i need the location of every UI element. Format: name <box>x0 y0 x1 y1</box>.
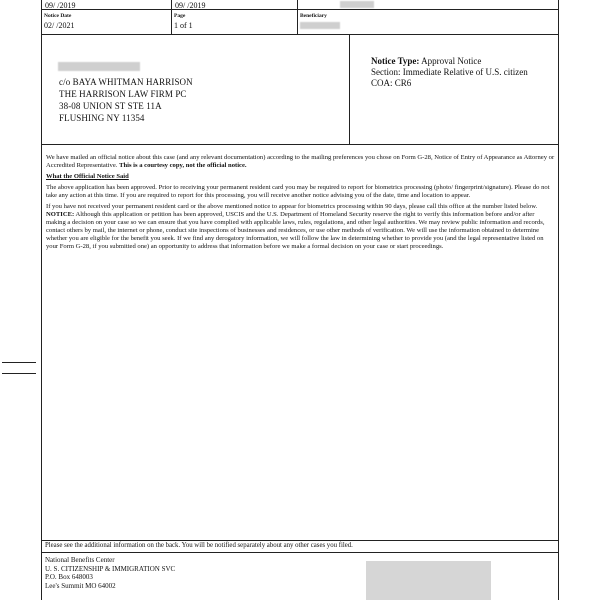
notice-block <box>371 56 556 89</box>
border-left <box>41 0 42 600</box>
header-divider-b <box>297 0 298 35</box>
office-line-2: U. S. CITIZENSHIP & IMMIGRATION SVC <box>45 564 176 573</box>
page-value: 1 of 1 <box>174 21 193 30</box>
address-line-1: c/o BAYA WHITMAN HARRISON <box>59 77 193 87</box>
courtesy-copy-text: This is a courtesy copy, not the official notice. <box>119 162 247 169</box>
header-divider-a <box>171 0 172 35</box>
office-line-4: Lee's Summit MO 64002 <box>45 581 116 590</box>
header-rule-1 <box>41 9 559 10</box>
intro-paragraph <box>46 154 555 170</box>
redacted-beneficiary <box>300 22 340 29</box>
footer-rule-1 <box>41 540 559 541</box>
notice-type-label: Notice Type: <box>371 56 420 66</box>
approval-paragraph: The above application has been approved. Prior to receiving your permanent resident card you may be required to report for biometrics processing (photo/ fingerprint/signature). Please do not take any action at this time. If you are required to report for this processing, you will receive another notice advising you of the date, time and location to appear. <box>46 184 550 199</box>
address-box-divider <box>349 34 350 145</box>
footer-rule-2 <box>41 552 559 553</box>
notice-label: NOTICE: <box>46 211 75 218</box>
notice-coa: COA: CR6 <box>371 78 412 88</box>
address-box-bottom <box>41 144 559 145</box>
header-rule-2 <box>41 34 559 35</box>
verification-notice <box>46 211 555 251</box>
top-mid-date: 09/ /2019 <box>175 1 206 10</box>
address-line-2: THE HARRISON LAW FIRM PC <box>59 89 187 99</box>
notice-date-label: Notice Date <box>44 13 72 19</box>
address-block <box>59 76 193 124</box>
margin-tick-1 <box>2 362 36 363</box>
biometrics-paragraph: If you have not received your permanent resident card or the above mentioned notice to appear for biometrics processing within 90 days, please call this office at the number listed below. <box>46 203 538 210</box>
notice-body <box>46 154 555 254</box>
notice-section: Section: Immediate Relative of U.S. citizen <box>371 67 528 77</box>
redacted-field <box>340 1 374 8</box>
margin-tick-2 <box>2 373 36 374</box>
additional-info-text: Please see the additional information on the back. You will be notified separately about any other cases you filed. <box>45 542 353 549</box>
beneficiary-label: Beneficiary <box>300 13 327 19</box>
intro-text: We have mailed an official notice about this case (and any relevant documentation) according to the mailing preferences you chose on Form G-28, Notice of Entry of Appearance as Attorney or Accredited Representative. <box>46 154 555 169</box>
address-line-4: FLUSHING NY 11354 <box>59 113 145 123</box>
address-line-3: 38-08 UNION ST STE 11A <box>59 101 162 111</box>
notice-type-value: Approval Notice <box>421 56 482 66</box>
office-address <box>45 556 175 590</box>
redacted-addressee <box>58 62 140 71</box>
notice-date-value: 02/ /2021 <box>44 21 75 30</box>
notice-text: Although this application or petition has been approved, USCIS and the U.S. Department of Homeland Security reserve the right to verify this information before and/or after making a decision on your case so we can ensure that you have complied with applicable laws, rules, regulations, and other legal authorities. We may review public information and records, contact others by mail, the internet or phone, conduct site inspections of businesses and residences, or use other methods of verification. We will use the information obtained to determine whether you are eligible for the benefit you seek. If we find any derogatory information, we will follow the law in determining whether to provide you (and the legal representative listed on your Form G-28, if you submitted one) an opportunity to address that information before we make a formal decision on your case or start proceedings. <box>46 211 545 250</box>
page-label: Page <box>174 13 186 19</box>
office-line-3: P.O. Box 648003 <box>45 573 93 582</box>
section-heading: What the Official Notice Said <box>46 173 129 180</box>
office-line-1: National Benefits Center <box>45 556 115 564</box>
redacted-barcode <box>366 561 491 600</box>
border-right <box>558 0 559 600</box>
top-left-date: 09/ /2019 <box>45 1 76 10</box>
notice-type-row <box>371 56 556 67</box>
